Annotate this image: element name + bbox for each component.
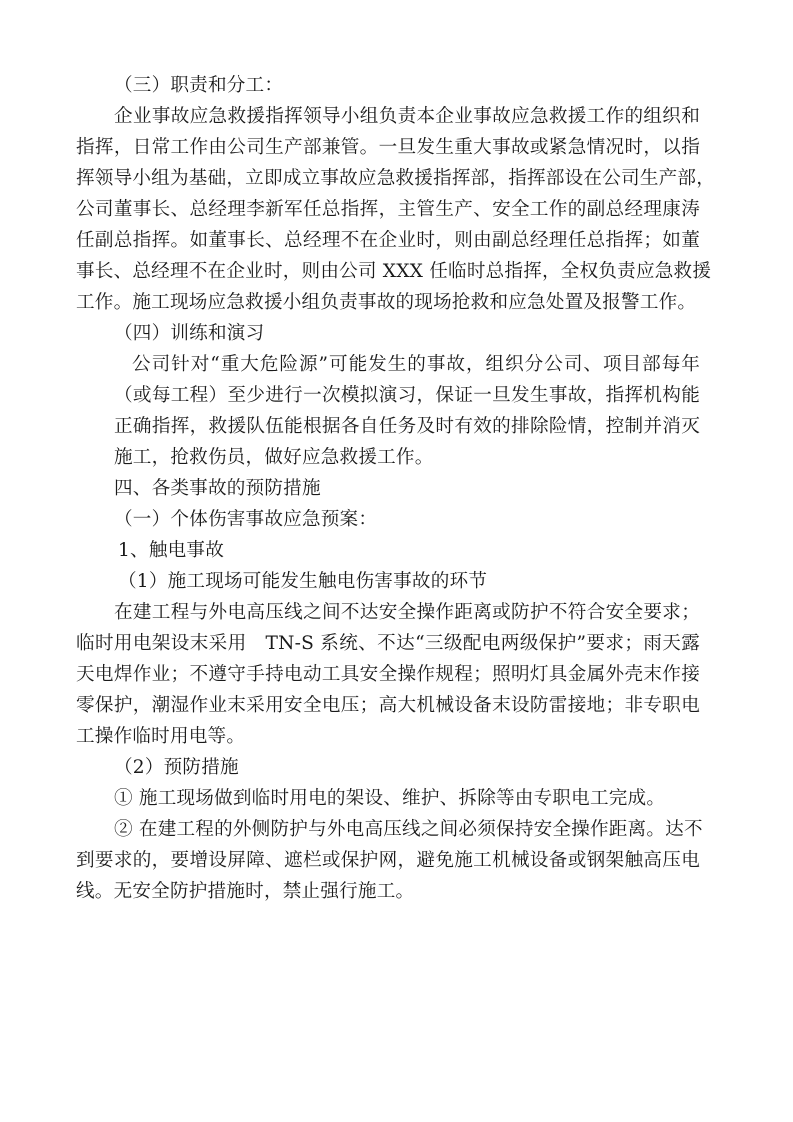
paragraph-line: 企业事故应急救援指挥领导小组负责本企业事故应急救援工作的组织和: [114, 106, 700, 127]
paragraph-line: 指挥，日常工作由公司生产部兼管。一旦发生重大事故或紧急情况时，以指: [76, 137, 700, 158]
paragraph-line: 工操作临时用电等。: [76, 726, 246, 747]
section-prevention: [76, 473, 703, 907]
paragraph-line: 挥领导小组为基础，立即成立事故应急救援指挥部，指挥部设在公司生产部，: [76, 168, 715, 189]
item-subheading: （1）施工现场可能发生触电伤害事故的环节: [118, 571, 488, 592]
paragraph-line: 线。无安全防护措施时，禁止强行施工。: [76, 881, 415, 902]
measure-marker: ②: [114, 819, 133, 840]
subsection-heading: （一）个体伤害事故应急预案：: [114, 509, 378, 530]
paragraph-line: （或每工程）至少进行一次模拟演习，保证一旦发生事故，指挥机构能: [114, 385, 700, 406]
section-responsibility: [76, 70, 715, 318]
section-heading: （三）职责和分工：: [114, 75, 284, 96]
measure-text: 在建工程的外侧防护与外电高压线之间必须保持安全操作距离。达不: [138, 819, 703, 840]
section-training: [76, 318, 700, 473]
paragraph-line: 临时用电架设末采用 TN-S 系统、不达“三级配电两级保护”要求；雨天露: [76, 633, 700, 654]
paragraph-line: 公司董事长、总经理李新军任总指挥，主管生产、安全工作的副总经理康涛: [76, 199, 700, 220]
chapter-heading: 四、各类事故的预防措施: [114, 478, 321, 499]
section-heading: （四）训练和演习: [114, 323, 265, 344]
paragraph-line: 到要求的，要增设屏障、遮栏或保护网，避免施工机械设备或钢架触高压电: [76, 850, 700, 871]
measure-text: 施工现场做到临时用电的架设、维护、拆除等由专职电工完成。: [138, 788, 666, 809]
document-page: [76, 70, 715, 907]
paragraph-line: 工作。施工现场应急救援小组负责事故的现场抢救和应急处置及报警工作。: [76, 292, 697, 313]
measure-item: [76, 814, 703, 845]
item-heading: 1、触电事故: [118, 540, 224, 561]
paragraph-line: 事长、总经理不在企业时，则由公司 XXX 任临时总指挥，全权负责应急救援: [76, 261, 712, 282]
measure-item: [76, 783, 700, 814]
item-subheading: （2）预防措施: [114, 757, 239, 778]
paragraph-line: 零保护，潮湿作业末采用安全电压；高大机械设备末设防雷接地；非专职电: [76, 695, 700, 716]
paragraph-line: 施工，抢救伤员，做好应急救援工作。: [114, 447, 434, 468]
paragraph-line: 天电焊作业；不遵守手持电动工具安全操作规程；照明灯具金属外壳末作接: [76, 664, 700, 685]
paragraph-line: 正确指挥，救援队伍能根据各自任务及时有效的排除险情，控制并消灭: [114, 416, 700, 437]
paragraph-line: 在建工程与外电高压线之间不达安全操作距离或防护不符合安全要求；: [114, 602, 700, 623]
paragraph-line: 公司针对“重大危险源”可能发生的事故，组织分公司、项目部每年: [132, 354, 700, 375]
measure-marker: ①: [114, 788, 133, 809]
paragraph-line: 任副总指挥。如董事长、总经理不在企业时，则由副总经理任总指挥；如董: [76, 230, 700, 251]
